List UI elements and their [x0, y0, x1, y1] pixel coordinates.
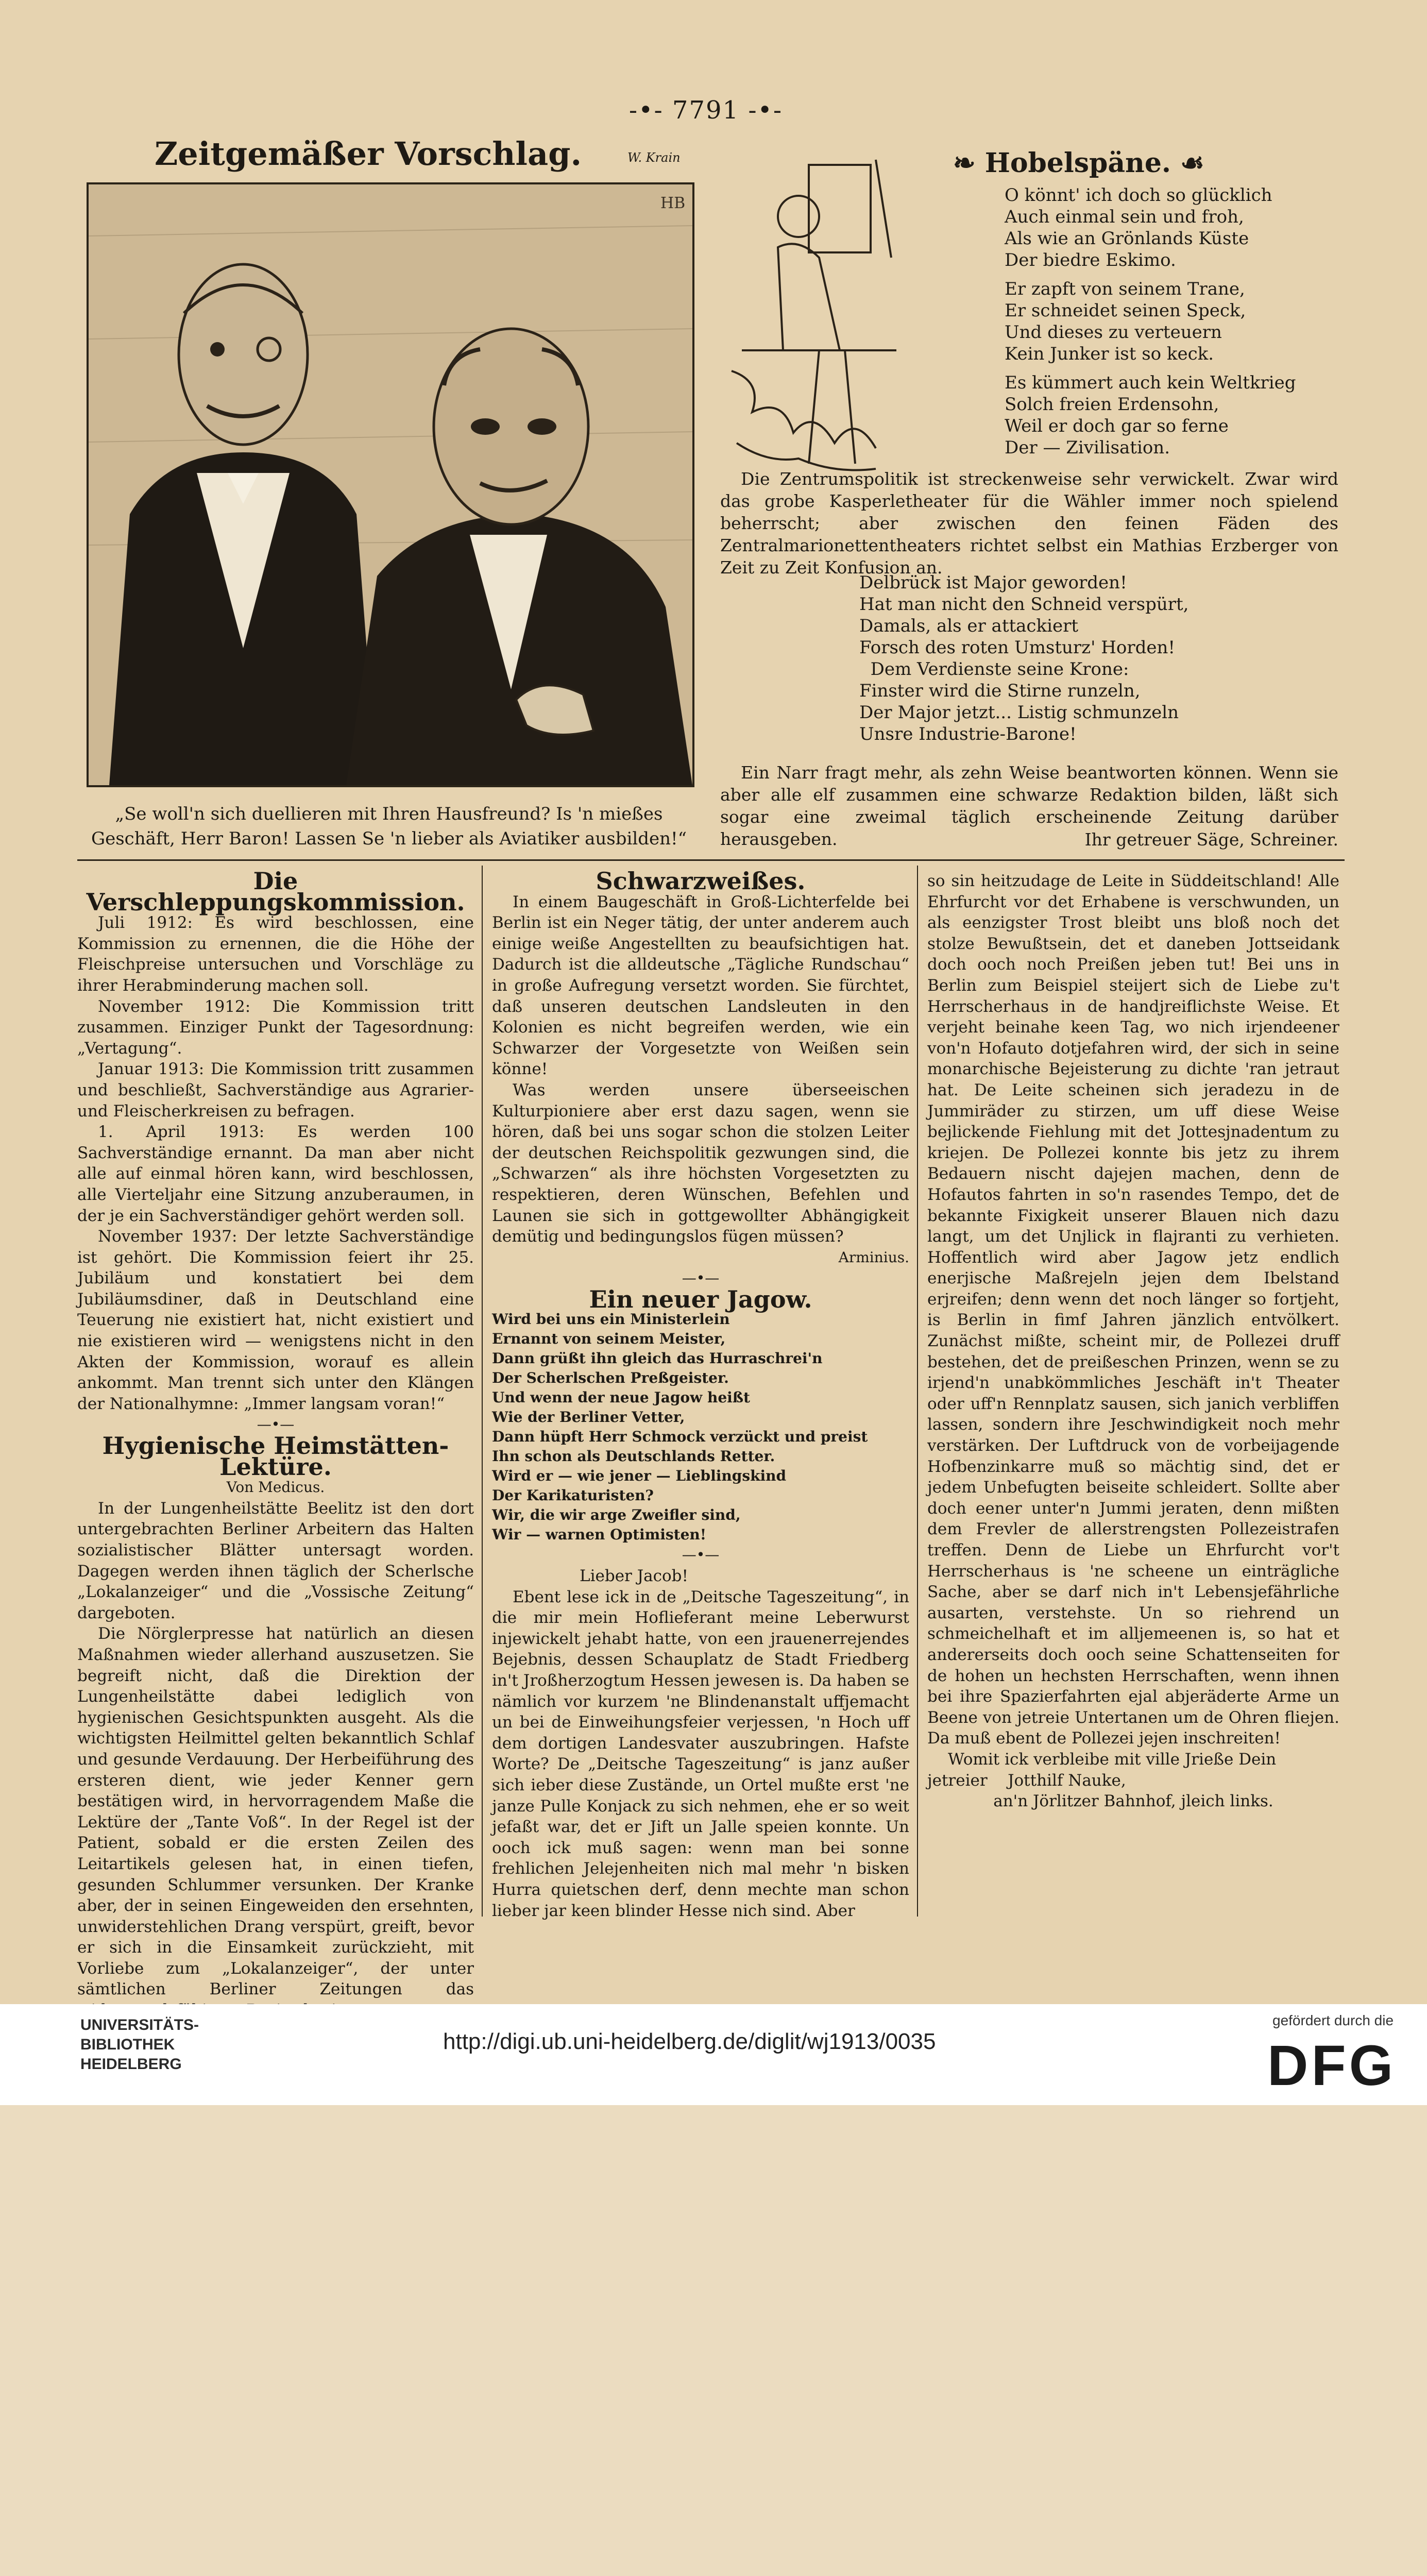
cartoon-illustration — [87, 182, 694, 787]
column-2 — [492, 867, 909, 1921]
section-divider — [77, 859, 1345, 861]
article-paragraph: Ebent lese ick in de „Deitsche Tageszeitung“, in die mir mein Hoflieferant meine Leberwurst injewickelt jehabt hatte, von een jrauenerrejendes Bejebnis, dessen Schauplatz de Stadt Friedberg in't Jroßherzogtum Hessen jewesen is. Da haben se nämlich vor kurzem 'ne Blindenanstalt uffjemacht un bei de Einweihungsfeier verjessen, 'n Hoch uff dem dortigen Landesvater auszubringen. Hafste Worte? De „Deitsche Tageszeitung“ is janz außer sich ieber diese Zustände, un Ortel mußte erst 'ne janze Pulle Konjack zu sich nehmen, ehe er so weit jefaßt war, det er Jift un Jalle speien konnte. Un ooch ick muß sagen: wenn man bei sonne frehlichen Jelejenheiten nich mal mehr 'n bisken Hurra quietschen derf, denn mechte man schon lieber jar keen blinder Hesse nich sind. Aber — [492, 1587, 909, 1920]
article-signature: Arminius. — [838, 1248, 909, 1266]
cartoon-artist: W. Krain — [627, 150, 681, 165]
letter-address: an'n Jörlitzer Bahnhof, jleich links. — [993, 1792, 1273, 1811]
article-poem: Wird bei uns ein Ministerlein Ernannt von seinem Meister, Dann grüßt ihn gleich das Hurraschrei'n Der Scherlschen Preßgeister. Und wenn der neue Jagow heißt Wie der Berliner Vetter, Dann hüpft Herr Schmock verzückt und preist Ihn schon als Deutschlands Retter. Wird er — wie jener — Lieblingskind Der Karikaturisten? Wir, die wir arge Zweifler sind, Wir — warnen Optimisten! — [492, 1311, 868, 1544]
article-paragraph: Was werden unsere überseeischen Kulturpioniere aber erst dazu sagen, wenn sie hören, daß bei uns sogar schon die stolzen Leiter der deutschen Reichspolitik gezwungen sind, die „Schwarzen“ als ihre höchsten Vorgesetzten zu respektieren, deren Wünschen, Befehlen und Launen sie sich in gottgewollter Abhängigkeit demütig und bedingungslos fügen müssen? — [492, 1080, 909, 1246]
carpenter-drawing — [721, 155, 907, 484]
hobel-prose-1: Die Zentrumspolitik ist streckenweise sehr verwickelt. Zwar wird das grobe Kasperletheater für die Wähler immer noch spielend beherrscht; aber zwischen den feinen Fäden des Zentralmarionettentheaters richtet selbst ein Mathias Erzberger von Zeit zu Zeit Konfusion an. — [720, 469, 1338, 578]
page-number: -•- 7791 -•- — [628, 96, 783, 125]
article-paragraph: 1. April 1913: Es werden 100 Sachverständige ernannt. Da man aber nicht alle auf einmal hören kann, wird beschlossen, alle Vierteljahr eine Sitzung anzuberaumen, in der je ein Sachverständiger gehört werden soll. — [77, 1123, 474, 1225]
column-1 — [77, 867, 474, 2021]
column-rule-2 — [917, 866, 918, 1917]
footer-bar — [0, 2004, 1427, 2105]
article-paragraph: so sin heitzudage de Leite in Süddeitschland! Alle Ehrfurcht vor det Erhabene is verschwunden, un als eenzigster Trost bleibt uns bloß noch det stolze Bewußtsein, det et daneben Jottseidank doch ooch noch Preißen jeben tut! Bei uns in Berlin zum Beispiel steijert sich de Liebe zu't Herrscherhaus in de handjreiflichste Weise. Et verjeht beinahe keen Tag, wo nich irjendeener von'n Hofauto dotjefahren wird, der sich in seine monarchische Bejeisterung zu dichte 'ran jetraut hat. De Leite scheinen sich jeradezu in de Jummiräder zu stirzen, um uff diese Weise bejlickende Fiehlung mit det Jottesjnadentum zu kriejen. De Pollezei konnte bis jetz zu ihrem Bedauern nischt dajejen machen, denn de Hofautos fahrten in so'n rasendes Tempo, det de bekannte Fixigkeit unserer Blauen nich dazu langt, um det Unjlick in flajranti zu verhieten. Hoffentlich wird aber Jagow jetz endlich enerjische Maßrejeln jejen dem Ibelstand erjreifen; denn wenn det noch länger so fortjeht, is Berlin in fimf Jahren jänzlich entvölkert. Zunächst mißte, scheint mir, de Pollezei druff bestehen, det de preißeschen Prinzen, wenn se zu irjend'n unabkömmliches Jeschäft in't Theater oder uff'n Rennplatz sausen, sich janich verbliffen lassen, sondern ihre Jeschwindigkeit noch mehr verstärken. Der Luftdruck von de vorbeijagende Hofbenzinkarre muß so mächtig sind, det er jedem Unbefugten beiseite schleidert. Sollte aber doch eener unter'n Jummi jeraten, denn mißten dem Frevler de allerstrengsten Pollezeistrafen treffen. Denn de Liebe un Ehrfurcht vor't Herrscherhaus is 'ne scheene un einträgliche Sache, aber se darf nich in't Lebensjefährliche ausarten, verstehste. Un so riehrend un schmeichelhaft et im alljemeenen is, so hat et andererseits doch ooch seine Schattenseiten for de hohen un hechsten Herrschaften, wenn ihnen bei ihre Spazierfahrten ejal abjeräderte Arme un Beene von jetreie Untertanen um de Ohren fliejen. Da muß ebent de Pollezei jejen inschreiten! — [927, 872, 1339, 1748]
article-paragraph: In einem Baugeschäft in Groß-Lichterfelde bei Berlin ist ein Neger tätig, der unter anderem auch einige weiße Angestellten zu beaufsichtigen hat. Dadurch ist die alldeutsche „Tägliche Rundschau“ in große Aufregung versetzt worden. Sie fürchtet, daß unseren deutschen Landsleuten in den Kolonien es nicht begreifen werden, wie ein Schwarzer der Vorgesetzte von Weißen sein könne! — [492, 892, 909, 1079]
cartoon-drawing — [89, 184, 692, 785]
article-title: Schwarzweißes. — [596, 867, 806, 895]
separator-icon: —•— — [257, 1416, 295, 1433]
article-title: Ein neuer Jagow. — [589, 1285, 812, 1313]
article-paragraph: November 1912: Die Kommission tritt zusammen. Einziger Punkt der Tagesordnung: „Vertagung“. — [77, 997, 474, 1058]
source-url[interactable]: http://digi.ub.uni-heidelberg.de/diglit/wj1913/0035 — [443, 2029, 936, 2054]
ornament-right-icon: ☙ — [1171, 147, 1204, 179]
library-name: UNIVERSITÄTS- BIBLIOTHEK HEIDELBERG — [80, 2016, 199, 2073]
letter-greeting: Lieber Jacob! — [580, 1567, 688, 1586]
hobel-signature: Ihr getreuer Säge, Schreiner. — [1084, 829, 1338, 850]
article-paragraph: Juli 1912: Es wird beschlossen, eine Kommission zu ernennen, die die Höhe der Fleischpreise untersuchen und Vorschläge zu ihrer Herabminderung machen soll. — [77, 913, 474, 995]
cartoon-caption: „Se woll'n sich duellieren mit Ihren Hausfreund? Is 'n mießes Geschäft, Herr Baron! Lassen Se 'n lieber als Aviatiker ausbilden!“ — [91, 804, 687, 849]
article-paragraph: Januar 1913: Die Kommission tritt zusammen und beschließt, Sachverständige aus Agrarier- und Fleischerkreisen zu befragen. — [77, 1060, 474, 1121]
hobel-prose-2: Ein Narr fragt mehr, als zehn Weise beantworten können. Wenn sie aber alle elf zusammen eine schwarze Redaktion bilden, läßt sich sogar eine zweimal täglich erscheinende Zeitung darüber herausgeben. — [720, 762, 1338, 849]
hobel-title: ❧ Hobelspäne. ☙ — [953, 147, 1204, 179]
column-rule-1 — [482, 866, 483, 1917]
dfg-logo: DFG — [1267, 2034, 1397, 2097]
article-author: Von Medicus. — [226, 1479, 325, 1496]
article-paragraph: November 1937: Der letzte Sachverständige ist gehört. Die Kommission feiert ihr 25. Jubiläum und konstatiert bei dem Jubiläumsdiner, daß in Deutschland eine Teuerung nie existiert hat, nicht existiert und nie existieren wird — wenigstens nicht in den Akten der Kommission, worauf es allein ankommt. Man trennt sich unter den Klängen der Nationalhymne: „Immer langsam voran!“ — [77, 1227, 474, 1413]
letter-signature: jetreier Jotthilf Nauke, — [927, 1771, 1126, 1790]
ornament-left-icon: ❧ — [953, 147, 985, 179]
article-paragraph: In der Lungenheilstätte Beelitz ist den dort untergebrachten Berliner Arbeitern das Halten sozialistischer Blätter untersagt worden. Dagegen werden ihnen täglich der Scherlsche „Lokalanzeiger“ und die „Vossische Zeitung“ dargeboten. — [77, 1499, 474, 1622]
article-title: Hygienische Heimstätten-Lektüre. — [102, 1432, 449, 1481]
letter-closing: Womit ick verbleibe mit ville Jrieße Dein — [948, 1750, 1277, 1769]
column-3 — [927, 871, 1339, 1812]
hobel-verse-3: Es kümmert auch kein Weltkrieg Solch freien Erdensohn, Weil er doch gar so ferne Der — Zivilisation. — [1005, 372, 1296, 458]
separator-icon: —•— — [682, 1546, 720, 1564]
hobel-verse-2: Er zapft von seinem Trane, Er schneidet seinen Speck, Und dieses zu verteuern Kein Junker ist so keck. — [1005, 279, 1246, 364]
funding-note: gefördert durch die — [1272, 2012, 1394, 2028]
carpenter-sketch — [721, 155, 907, 484]
cartoon-title: Zeitgemäßer Vorschlag. — [155, 135, 582, 173]
article-title: Die Verschleppungskommission. — [86, 867, 465, 916]
svg-text:HB: HB — [660, 194, 686, 212]
hobel-verse-4: Delbrück ist Major geworden! Hat man nicht den Schneid verspürt, Damals, als er attackiert Forsch des roten Umsturz' Horden! Dem Verdienste seine Krone: Finster wird die Stirne runzeln, Der Major jetzt... Listig schmunzeln Unsre Industrie-Barone! — [859, 572, 1189, 744]
hobel-verse-1: O könnt' ich doch so glücklich Auch einmal sein und froh, Als wie an Grönlands Küste Der biedre Eskimo. — [1005, 185, 1272, 270]
separator-icon: —•— — [682, 1269, 720, 1287]
article-paragraph: Die Nörglerpresse hat natürlich an diesen Maßnahmen wieder allerhand auszusetzen. Sie begreift nicht, daß die Direktion der Lungenheilstätte dabei lediglich von hygienischen Gesichtspunkten ausgeht. Als die wichtigsten Heilmittel gelten bekanntlich Schlaf und gesunde Verdauung. Der Herbeiführung des ersteren dient, wie jeder Kenner gern bestätigen wird, in hervorragendem Maße die Lektüre der „Tante Voß“. In der Regel ist der Patient, sobald er die ersten Zeilen des Leitartikels gelesen hat, in einen tiefen, gesunden Schlummer versunken. Der Kranke aber, der in seinen Eingeweiden den ersehnten, unwiderstehlichen Drang verspürt, greift, bevor er sich in die Einsamkeit zurückzieht, mit Vorliebe zum „Lokalanzeiger“, der unter sämtlichen Berliner Zeitungen das — [77, 1624, 474, 1999]
